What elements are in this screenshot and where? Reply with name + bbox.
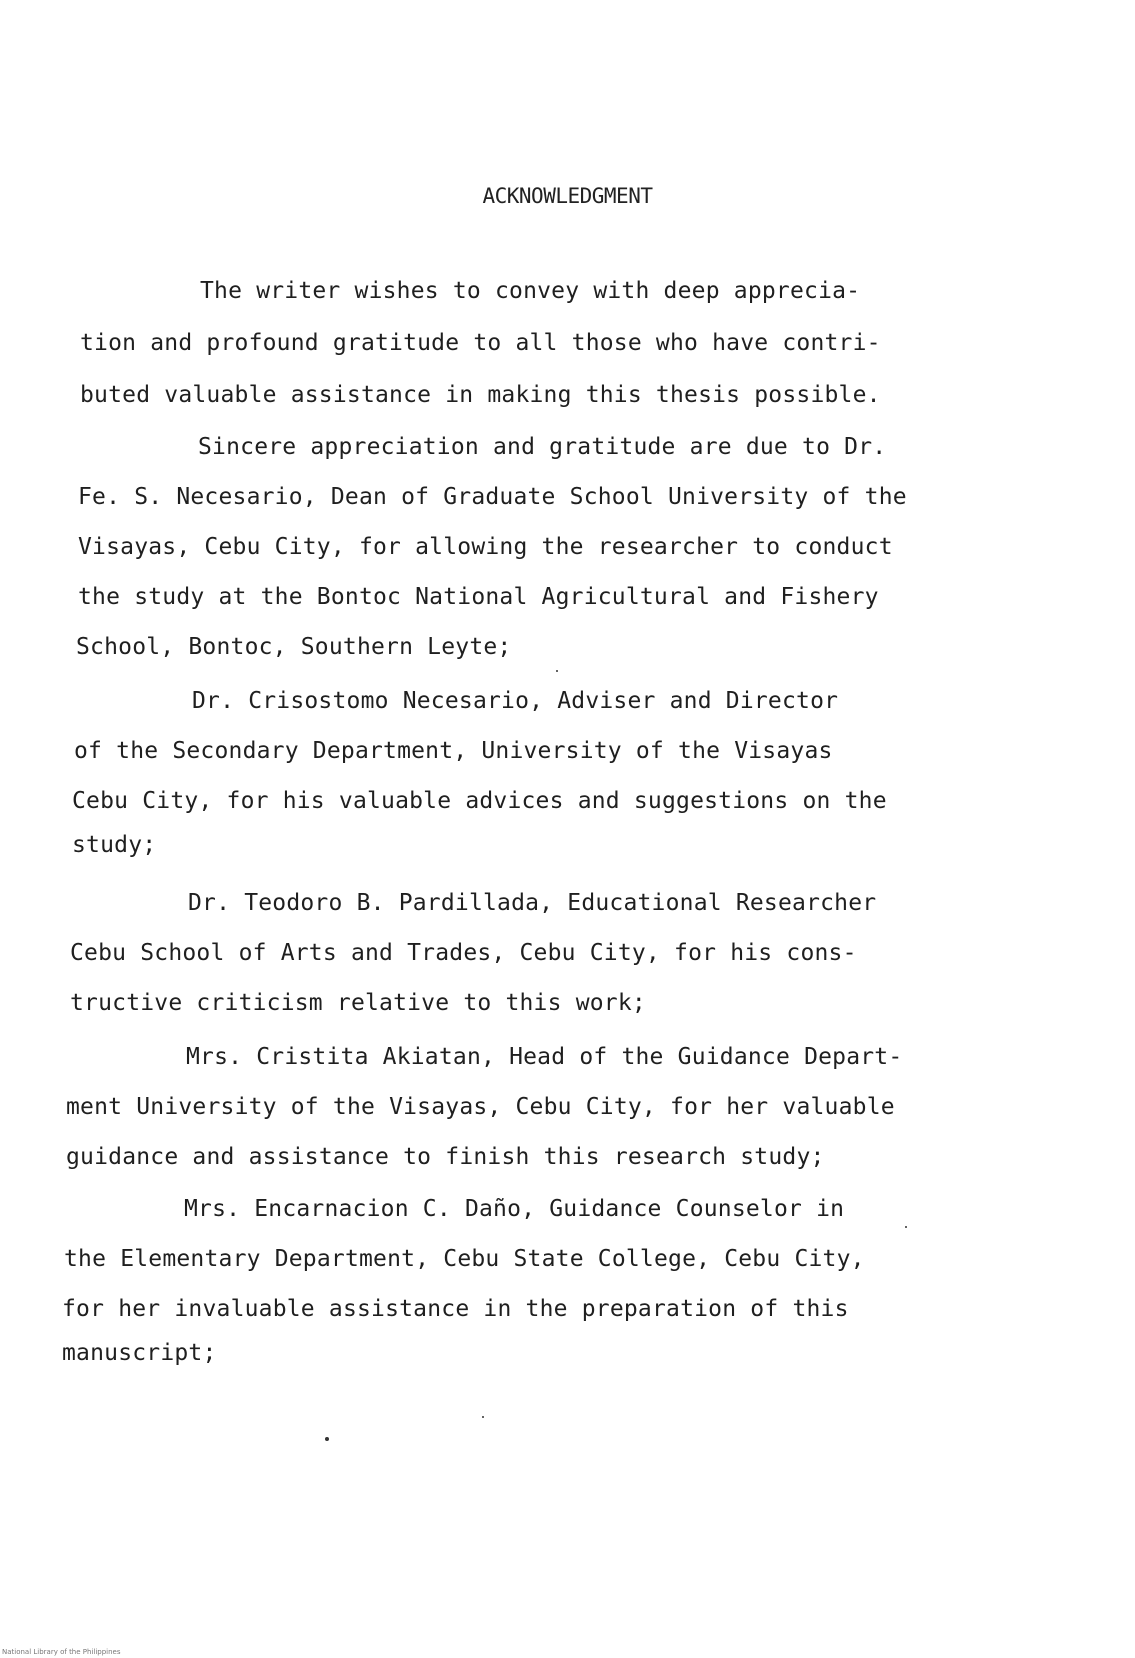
text-line: Cebu City, for his valuable advices and suggestions on the (72, 788, 887, 814)
text-line: the study at the Bontoc National Agricultural and Fishery (78, 584, 879, 610)
text-line: manuscript; (62, 1340, 217, 1366)
scan-speck (556, 670, 558, 672)
text-line: Visayas, Cebu City, for allowing the researcher to conduct (78, 534, 893, 560)
scan-speck (482, 1416, 484, 1418)
footer-watermark: National Library of the Philippines (2, 1648, 121, 1656)
text-line: study; (72, 832, 157, 858)
text-line: The writer wishes to convey with deep apprecia- (200, 278, 861, 304)
text-line: guidance and assistance to finish this research study; (66, 1144, 825, 1170)
text-line: School, Bontoc, Southern Leyte; (76, 634, 512, 660)
scan-speck (325, 1437, 329, 1441)
text-line: tructive criticism relative to this work; (70, 990, 646, 1016)
scan-speck (905, 1226, 907, 1228)
text-line: Dr. Teodoro B. Pardillada, Educational Researcher (188, 890, 877, 916)
text-line: Fe. S. Necesario, Dean of Graduate School University of the (78, 484, 907, 510)
page-title: ACKNOWLEDGMENT (482, 184, 653, 208)
text-line: Dr. Crisostomo Necesario, Adviser and Director (192, 688, 839, 714)
text-line: Cebu School of Arts and Trades, Cebu City, for his cons- (70, 940, 857, 966)
text-line: ment University of the Visayas, Cebu City, for her valuable (66, 1094, 895, 1120)
text-line: buted valuable assistance in making this thesis possible. (80, 382, 881, 408)
text-line: tion and profound gratitude to all those who have contri- (80, 330, 881, 356)
text-line: Sincere appreciation and gratitude are due to Dr. (198, 434, 887, 460)
text-line: for her invaluable assistance in the preparation of this (62, 1296, 849, 1322)
text-line: Mrs. Cristita Akiatan, Head of the Guidance Depart- (186, 1044, 903, 1070)
text-line: the Elementary Department, Cebu State College, Cebu City, (64, 1246, 865, 1272)
text-line: of the Secondary Department, University of the Visayas (74, 738, 833, 764)
text-line: Mrs. Encarnacion C. Daño, Guidance Counselor in (184, 1196, 845, 1222)
